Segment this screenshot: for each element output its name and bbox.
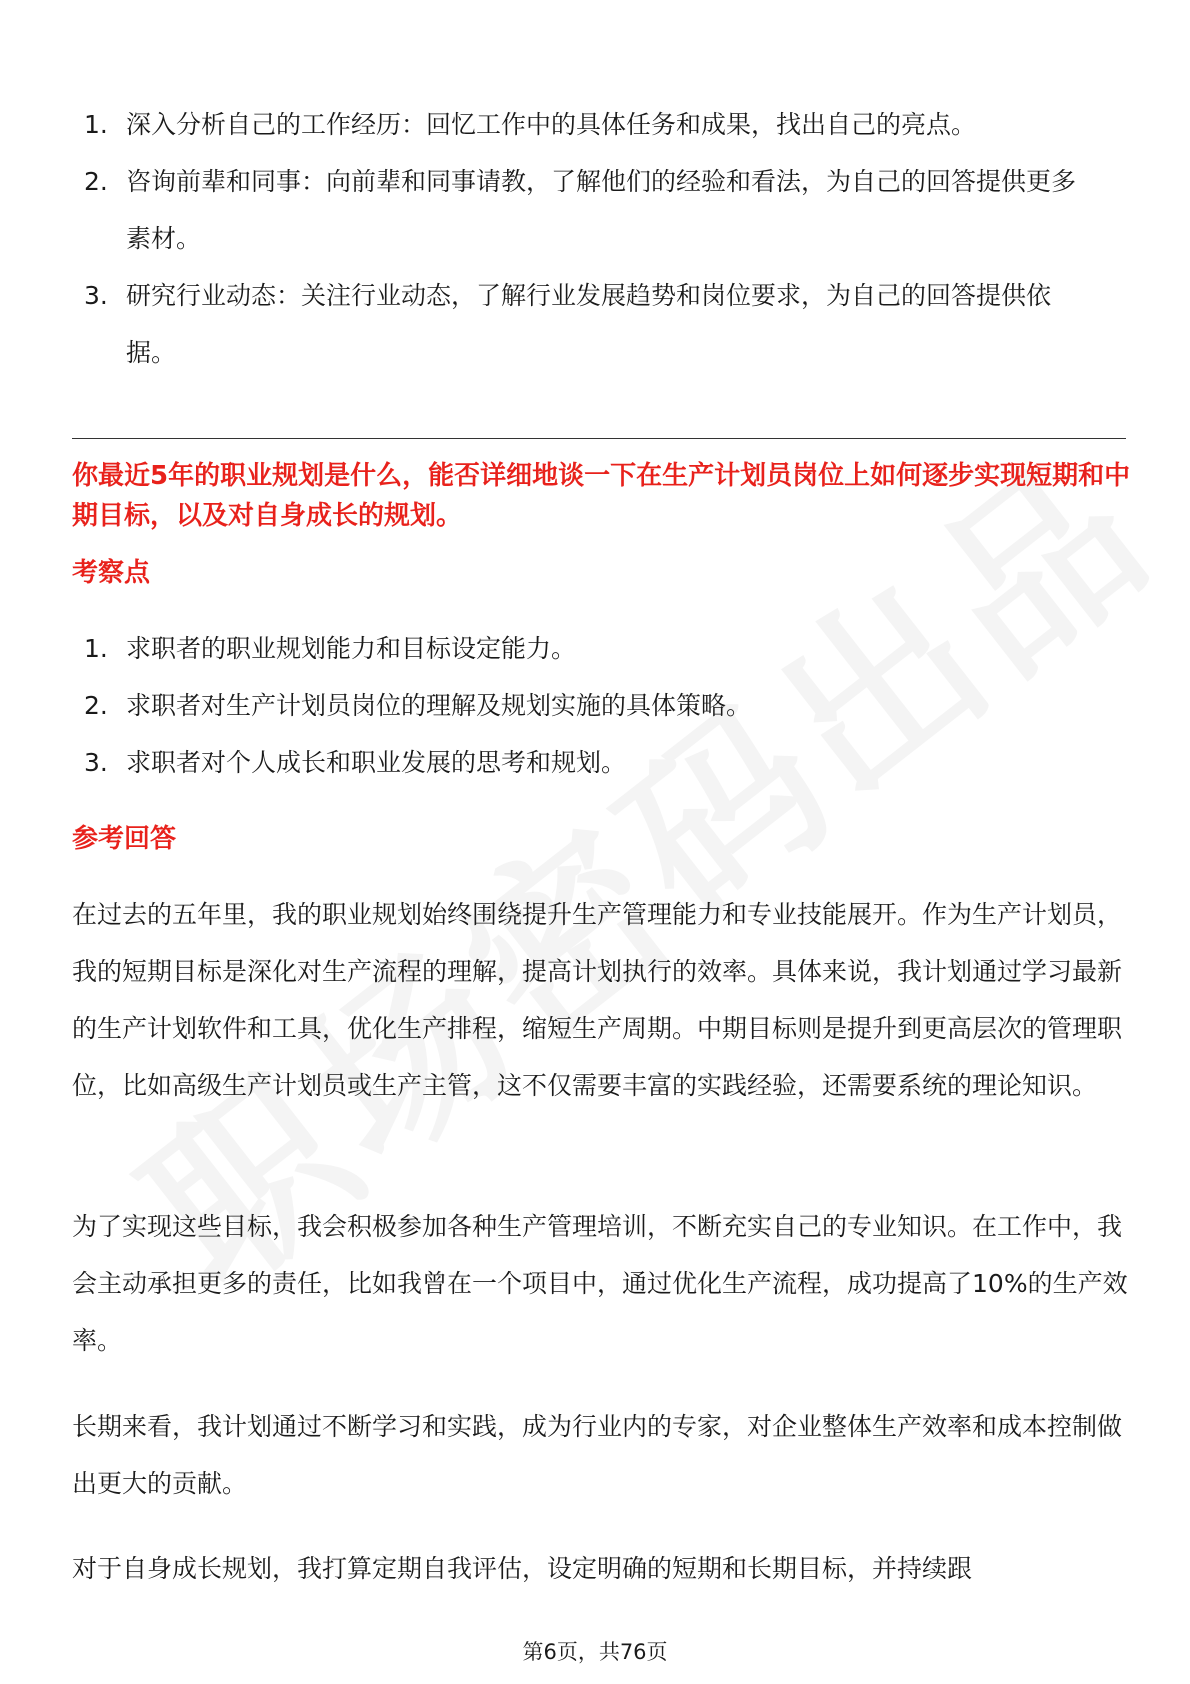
list-item: [0, 620, 1190, 677]
list-item: [0, 153, 1190, 267]
list-number: 2.: [84, 167, 108, 196]
list-item: [0, 96, 1190, 153]
list-text: 深入分析自己的工作经历：回忆工作中的具体任务和成果，找出自己的亮点。: [126, 110, 977, 139]
list-item: [0, 267, 1190, 381]
section-divider: [72, 438, 1126, 439]
list-number: 1.: [84, 634, 108, 663]
list-number: 2.: [84, 691, 108, 720]
answer-paragraph: 对于自身成长规划，我打算定期自我评估，设定明确的短期和长期目标，并持续跟: [72, 1554, 973, 1583]
page-number: 第6页，共76页: [522, 1640, 668, 1664]
prev-tips-list: [0, 96, 1190, 381]
list-item: [0, 734, 1190, 791]
question-title: 你最近5年的职业规划是什么，能否详细地谈一下在生产计划员岗位上如何逐步实现短期和中期目标，以及对自身成长的规划。: [72, 461, 1131, 531]
list-text: 研究行业动态：关注行业动态，了解行业发展趋势和岗位要求，为自己的回答提供依据。: [126, 281, 1052, 367]
answer-paragraph: 长期来看，我计划通过不断学习和实践，成为行业内的专家，对企业整体生产效率和成本控制做出更大的贡献。: [72, 1412, 1123, 1498]
answer-paragraph: 为了实现这些目标，我会积极参加各种生产管理培训，不断充实自己的专业知识。在工作中，我会主动承担更多的责任，比如我曾在一个项目中，通过优化生产流程，成功提高了10%的生产效率。: [72, 1212, 1128, 1355]
focus-list: [0, 620, 1190, 791]
list-number: 3.: [84, 281, 108, 310]
answer-heading: 参考回答: [72, 824, 177, 854]
list-text: 求职者的职业规划能力和目标设定能力。: [126, 634, 577, 663]
list-text: 求职者对个人成长和职业发展的思考和规划。: [126, 748, 627, 777]
list-text: 求职者对生产计划员岗位的理解及规划实施的具体策略。: [126, 691, 752, 720]
list-text: 咨询前辈和同事：向前辈和同事请教，了解他们的经验和看法，为自己的回答提供更多素材。: [126, 167, 1077, 253]
list-number: 3.: [84, 748, 108, 777]
focus-heading: 考察点: [72, 558, 151, 588]
answer-paragraph: 在过去的五年里，我的职业规划始终围绕提升生产管理能力和专业技能展开。作为生产计划员，我的短期目标是深化对生产流程的理解，提高计划执行的效率。具体来说，我计划通过学习最新的生产计划软件和工具，优化生产排程，缩短生产周期。中期目标则是提升到更高层次的管理职位，比如高级生产计划员或生产主管，这不仅需要丰富的实践经验，还需要系统的理论知识。: [72, 900, 1123, 1100]
list-item: [0, 677, 1190, 734]
list-number: 1.: [84, 110, 108, 139]
